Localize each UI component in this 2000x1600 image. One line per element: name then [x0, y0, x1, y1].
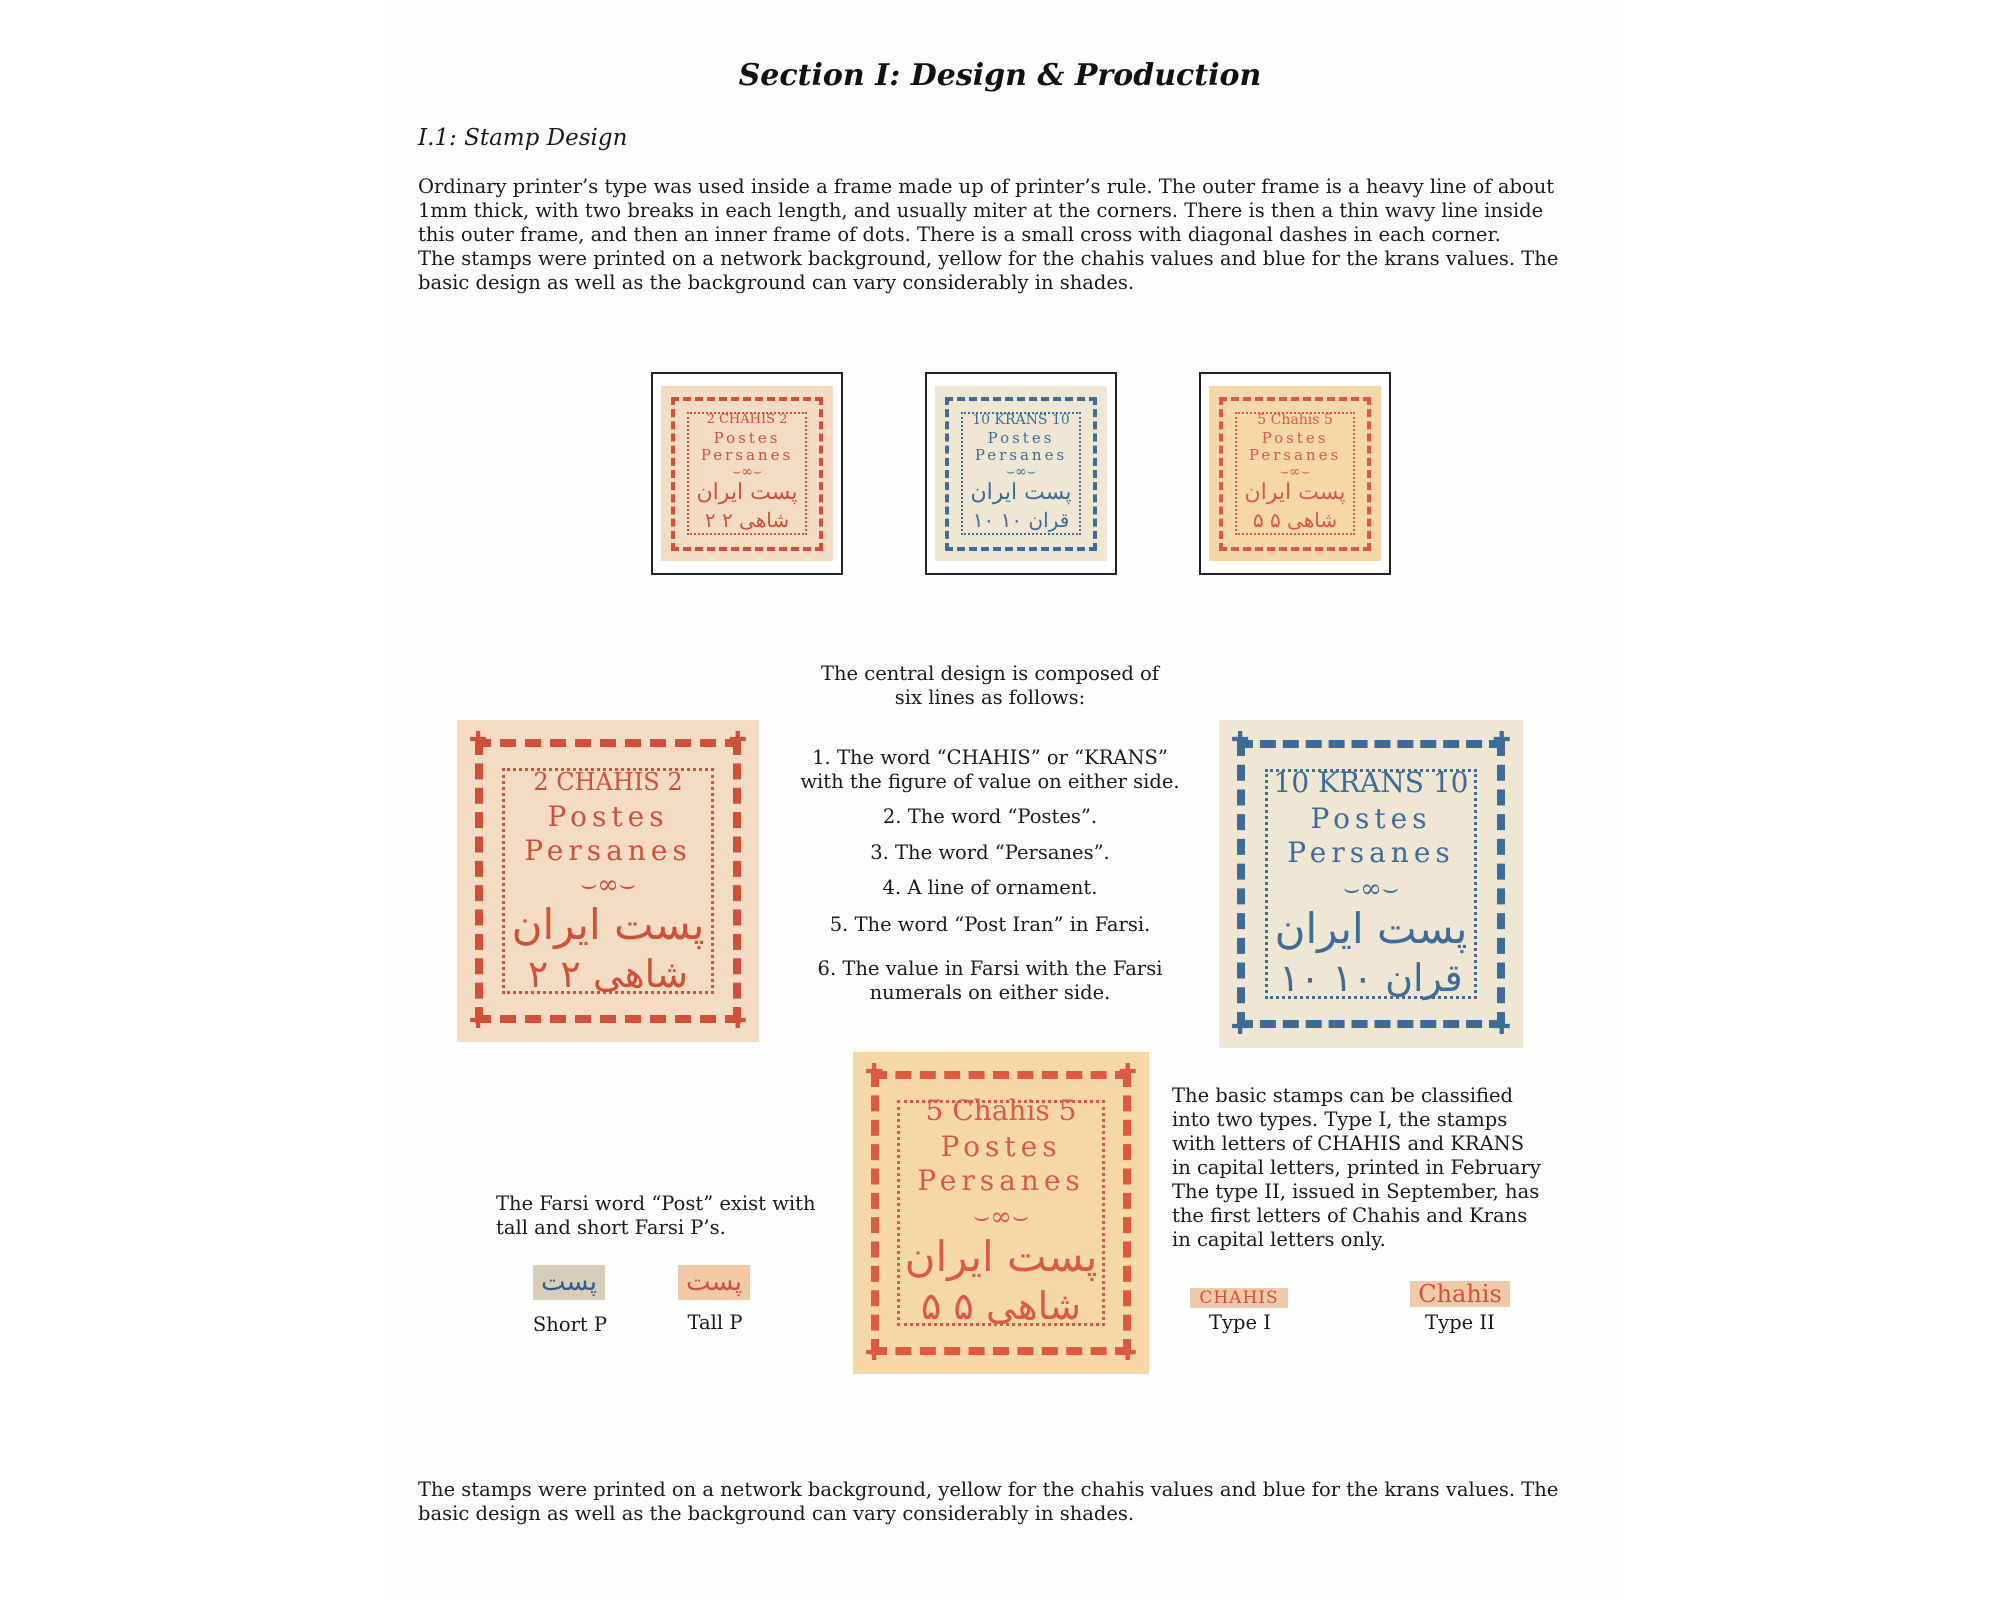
- stamp-frame-2-chahis: [651, 372, 843, 575]
- central-item-line: 3. The word “Persanes”.: [870, 841, 1110, 864]
- central-item-5: [780, 913, 1200, 937]
- corner-cross-icon: ✚: [1492, 728, 1511, 753]
- types-line: in capital letters only.: [1172, 1228, 1386, 1251]
- intro-line: 1mm thick, with two breaks in each length, and usually miter at the corners. There is then a thin wavy line inside: [418, 199, 1544, 222]
- central-item-3: [780, 841, 1200, 865]
- type2-sample: Chahis: [1410, 1281, 1510, 1307]
- stamp-frame-5-chahis: [1199, 372, 1391, 575]
- corner-cross-icon: ✚: [1231, 728, 1250, 753]
- ornament-icon: ⌣∞⌣: [580, 870, 636, 900]
- ornament-icon: ⌣∞⌣: [1005, 464, 1037, 480]
- intro-line: Ordinary printer’s type was used inside a frame made up of printer’s rule. The outer frame is a heavy line of about: [418, 175, 1555, 198]
- farsi-post-line: tall and short Farsi P’s.: [496, 1216, 726, 1239]
- ornament-icon: ⌣∞⌣: [973, 1202, 1029, 1232]
- footer-line: The stamps were printed on a network background, yellow for the chahis values and blue for the krans values. The: [418, 1478, 1559, 1501]
- intro-line: The stamps were printed on a network background, yellow for the chahis values and blue for the krans values. The: [418, 247, 1559, 270]
- corner-cross-icon: ✚: [469, 1009, 488, 1034]
- stamp-postes: Postes: [1310, 802, 1432, 835]
- stamp-farsi-post: پست ایران: [970, 480, 1072, 505]
- stamp-farsi-value: ۱۰ قران ۱۰: [1279, 956, 1463, 1000]
- stamp-value-line: 5 Chahis 5: [925, 1094, 1077, 1127]
- central-intro-line: six lines as follows:: [894, 686, 1086, 709]
- types-line: in capital letters, printed in February: [1172, 1156, 1541, 1179]
- section-title: Section I: Design & Production: [738, 58, 1262, 93]
- intro-line: this outer frame, and then an inner frame of dots. There is a small cross with diagonal dashes in each corner.: [418, 223, 1501, 246]
- corner-cross-icon: ✚: [1118, 1060, 1137, 1085]
- type1-label: Type I: [1209, 1311, 1271, 1334]
- stamp-farsi-post: پست ایران: [1274, 904, 1468, 953]
- central-item-4: [780, 876, 1200, 900]
- intro-line: basic design as well as the background can vary considerably in shades.: [418, 271, 1135, 294]
- central-item-line: 6. The value in Farsi with the Farsi: [817, 957, 1163, 980]
- central-item-line: numerals on either side.: [869, 981, 1111, 1004]
- central-item-2: [780, 805, 1200, 829]
- stamp-farsi-post: پست ایران: [904, 1232, 1098, 1281]
- footer-line: basic design as well as the background can vary considerably in shades.: [418, 1502, 1135, 1525]
- stamp-postes: Postes: [940, 1130, 1062, 1163]
- stamp-postes: Postes: [713, 429, 781, 447]
- stamp-value-line: 2 CHAHIS 2: [706, 412, 788, 427]
- stamp-5-chahis-large: [853, 1052, 1149, 1374]
- stamp-value-line: 10 KRANS 10: [972, 412, 1070, 428]
- stamp-value-line: 10 KRANS 10: [1273, 766, 1469, 799]
- stamp-persanes: Persanes: [917, 1164, 1085, 1197]
- stamp-postes: Postes: [547, 800, 669, 833]
- corner-cross-icon: ✚: [728, 1009, 747, 1034]
- central-item-line: 4. A line of ornament.: [882, 876, 1098, 899]
- types-line: The basic stamps can be classified: [1172, 1084, 1514, 1107]
- short-p-sample: پست: [533, 1265, 605, 1300]
- type1-sample: CHAHIS: [1190, 1288, 1288, 1308]
- stamp-postes: Postes: [987, 429, 1055, 447]
- central-item-1: [780, 746, 1200, 794]
- stamp-2-chahis-small: [661, 386, 833, 561]
- stamp-persanes: Persanes: [700, 446, 794, 464]
- stamp-10-krans-small: [935, 386, 1107, 561]
- stamp-5-chahis-small: [1209, 386, 1381, 561]
- stamp-farsi-value: ۱۰ قران ۱۰: [972, 508, 1070, 532]
- ornament-icon: ⌣∞⌣: [731, 464, 763, 480]
- short-p-label: Short P: [532, 1313, 608, 1336]
- types-line: with letters of CHAHIS and KRANS: [1172, 1132, 1525, 1155]
- farsi-post-line: The Farsi word “Post” exist with: [496, 1192, 816, 1215]
- central-intro-line: The central design is composed of: [820, 662, 1160, 685]
- stamp-10-krans-large: [1219, 720, 1523, 1048]
- stamp-persanes: Persanes: [524, 834, 692, 867]
- corner-cross-icon: ✚: [1231, 1015, 1250, 1040]
- farsi-post-text: [496, 1192, 836, 1240]
- types-line: into two types. Type I, the stamps: [1172, 1108, 1508, 1131]
- types-line: The type II, issued in September, has: [1172, 1180, 1540, 1203]
- ornament-icon: ⌣∞⌣: [1279, 464, 1311, 480]
- central-item-line: 1. The word “CHAHIS” or “KRANS”: [812, 746, 1168, 769]
- stamp-farsi-value: ۵ شاهی ۵: [920, 1284, 1082, 1328]
- stamp-farsi-value: ۲ شاهی ۲: [527, 952, 689, 996]
- stamp-2-chahis-large: [457, 720, 759, 1042]
- subsection-title: I.1: Stamp Design: [418, 125, 628, 151]
- corner-cross-icon: ✚: [865, 1341, 884, 1366]
- stamp-persanes: Persanes: [974, 446, 1068, 464]
- stamp-value-line: 2 CHAHIS 2: [533, 768, 683, 796]
- stamp-farsi-value: ۵ شاهی ۵: [1252, 508, 1338, 532]
- central-design-intro: [780, 662, 1200, 710]
- stamp-postes: Postes: [1261, 429, 1329, 447]
- corner-cross-icon: ✚: [1118, 1341, 1137, 1366]
- corner-cross-icon: ✚: [865, 1060, 884, 1085]
- corner-cross-icon: ✚: [728, 728, 747, 753]
- stamp-value-line: 5 Chahis 5: [1257, 412, 1333, 428]
- central-item-6: [780, 957, 1200, 1005]
- types-text: [1172, 1084, 1572, 1252]
- type2-label: Type II: [1425, 1311, 1495, 1334]
- central-item-line: with the figure of value on either side.: [800, 770, 1180, 793]
- stamp-farsi-post: پست ایران: [1244, 480, 1346, 505]
- stamp-persanes: Persanes: [1287, 836, 1455, 869]
- tall-p-sample: پست: [678, 1265, 750, 1300]
- stamp-frame-10-krans: [925, 372, 1117, 575]
- stamp-persanes: Persanes: [1248, 446, 1342, 464]
- ornament-icon: ⌣∞⌣: [1343, 874, 1399, 904]
- intro-paragraph: [418, 175, 1598, 295]
- stamp-farsi-post: پست ایران: [696, 480, 798, 505]
- corner-cross-icon: ✚: [1492, 1015, 1511, 1040]
- central-item-line: 5. The word “Post Iran” in Farsi.: [829, 913, 1151, 936]
- types-line: the first letters of Chahis and Krans: [1172, 1204, 1528, 1227]
- central-item-line: 2. The word “Postes”.: [882, 805, 1098, 828]
- stamp-farsi-post: پست ایران: [511, 900, 705, 949]
- footer-paragraph: [418, 1478, 1598, 1526]
- corner-cross-icon: ✚: [469, 728, 488, 753]
- tall-p-label: Tall P: [687, 1311, 743, 1334]
- stamp-farsi-value: ۲ شاهی ۲: [704, 508, 790, 532]
